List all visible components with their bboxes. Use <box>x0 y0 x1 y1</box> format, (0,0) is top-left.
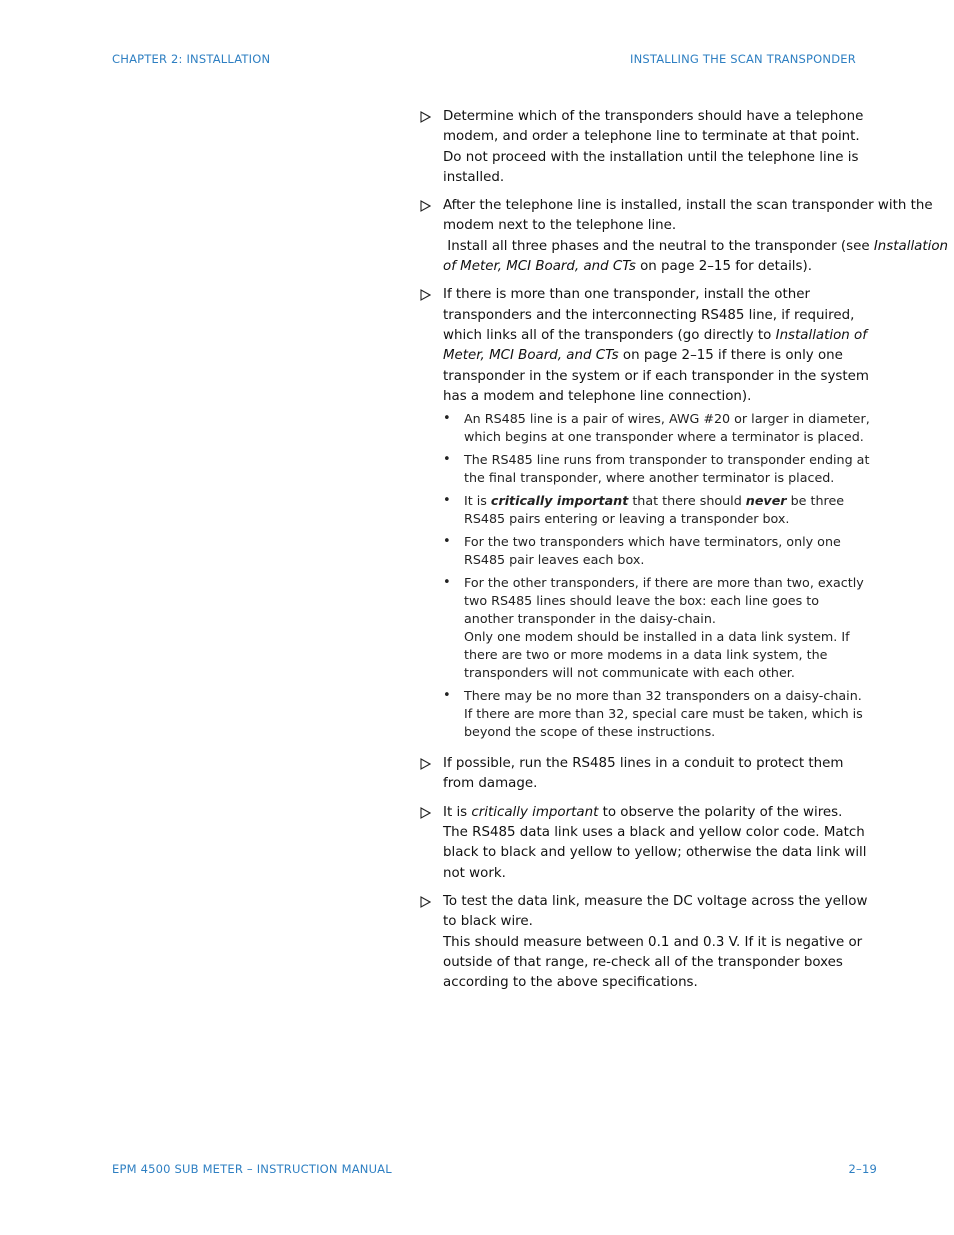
step-6-text: To test the data link, measure the DC voltage across the yellow to black wire. <box>443 893 868 930</box>
step-1 <box>420 107 870 188</box>
page-number: 2–19 <box>848 1162 877 1176</box>
step-4 <box>420 754 870 795</box>
running-footer-manual-title: EPM 4500 SUB METER – INSTRUCTION MANUAL <box>112 1162 392 1176</box>
step-2-text: After the telephone line is installed, install the scan transponder with the modem next to the telephone line. <box>443 198 933 234</box>
cross-reference: Installation of Meter, MCI Board, and CTs <box>443 238 949 275</box>
step-2 <box>420 196 949 277</box>
triangle-right-icon <box>420 285 443 301</box>
bullet-icon: • <box>443 575 451 591</box>
bullet-icon: • <box>443 688 451 704</box>
triangle-right-icon <box>420 196 443 212</box>
step-1-note: Do not proceed with the installation until the telephone line is installed. <box>443 149 859 185</box>
list-item: • For the other transponders, if there are more than two, exactly two RS485 lines should leave the box: each line goes to another transponder in the daisy-chain. Only one modem should be installed in a data link system. If there are two or more modems in a data link system, the transponders will not communicate with each other. <box>443 575 864 681</box>
step-6 <box>420 892 870 993</box>
triangle-right-icon <box>420 107 443 123</box>
triangle-right-icon <box>420 803 443 819</box>
list-item: • There may be no more than 32 transponders on a daisy-chain. If there are more than 32, special care must be taken, which is beyond the scope of these instructions. <box>443 688 863 740</box>
step-6-note: This should measure between 0.1 and 0.3 V. If it is negative or outside of that range, re-check all of the transponder boxes according to the above specifications. <box>443 934 863 991</box>
step-3 <box>420 285 870 746</box>
instruction-steps <box>420 107 949 1001</box>
triangle-right-icon <box>420 754 443 770</box>
step-3-text: If there is more than one transponder, install the other transponders and the interconnecting RS485 line, if required, which links all of the transponders (go directly to Installation of Meter, MCI Board, and CTs on page 2–15 if there is only one transponder in the system or if each transponder in the system has a modem and telephone line connection). <box>443 287 869 404</box>
bullet-icon: • <box>443 534 451 550</box>
running-header-section: INSTALLING THE SCAN TRANSPONDER <box>630 52 856 66</box>
step-5 <box>420 803 870 884</box>
cross-reference: Installation of Meter, MCI Board, and CTs <box>443 327 867 364</box>
list-item: • For the two transponders which have terminators, only one RS485 pair leaves each box. <box>443 534 841 568</box>
bullet-icon: • <box>443 411 451 427</box>
bullet-icon: • <box>443 452 451 468</box>
list-item: • It is critically important that there should never be three RS485 pairs entering or leaving a transponder box. <box>443 493 845 527</box>
step-2-note: Install all three phases and the neutral to the transponder (see Installation of Meter, MCI Board, and CTs on page 2–15 for details). <box>443 238 949 275</box>
bullet-icon: • <box>443 493 451 509</box>
step-4-text: If possible, run the RS485 lines in a conduit to protect them from damage. <box>443 756 844 792</box>
triangle-right-icon <box>420 892 443 908</box>
step-1-text: Determine which of the transponders should have a telephone modem, and order a telephone line to terminate at that point. <box>443 109 864 145</box>
step-5-text: It is critically important to observe the polarity of the wires. The RS485 data link uses a black and yellow color code. Match black to black and yellow to yellow; otherwise the data link will not work. <box>443 804 867 881</box>
rs485-rules-list <box>443 410 870 741</box>
list-item: • The RS485 line runs from transponder to transponder ending at the final transponder, where another terminator is placed. <box>443 452 870 486</box>
running-header-chapter: CHAPTER 2: INSTALLATION <box>112 52 271 66</box>
list-item: • An RS485 line is a pair of wires, AWG #20 or larger in diameter, which begins at one transponder where a terminator is placed. <box>443 411 870 445</box>
